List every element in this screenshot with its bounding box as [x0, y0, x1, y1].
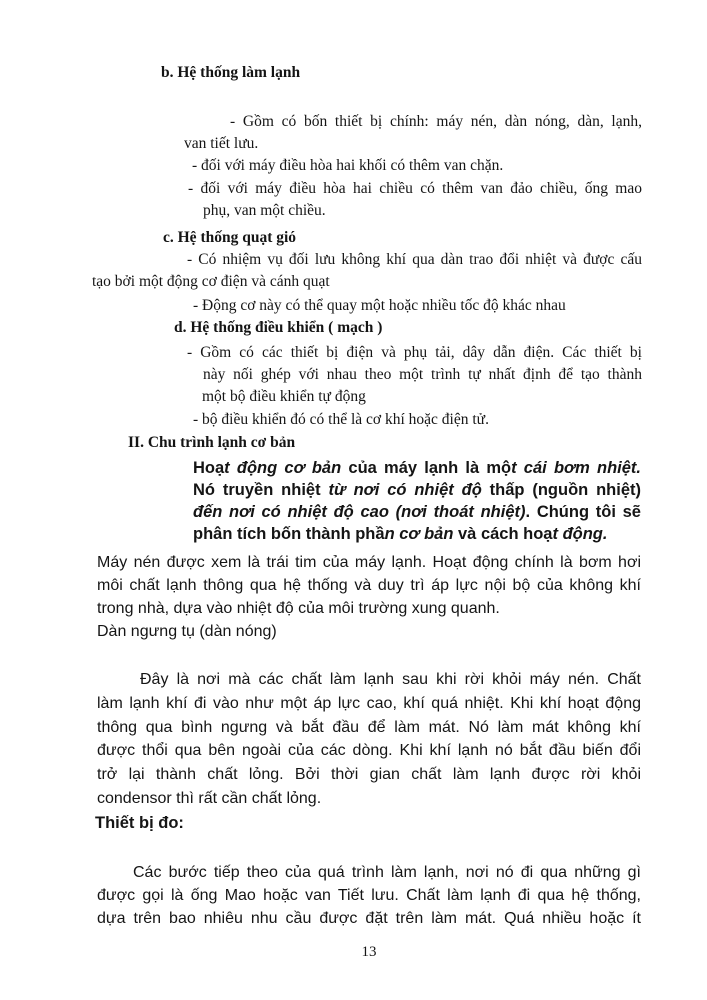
- quote-segment: đến nơi có nhiệt độ cao (nơi thoát nhiệt): [193, 503, 526, 521]
- paragraph-line: Các bước tiếp theo của quá trình làm lạnh, nơi nó đi qua những gì: [133, 864, 641, 881]
- quote-segment: và cách hoạ: [453, 525, 553, 543]
- quote-segment: Hoạ: [193, 459, 225, 477]
- quote-line: [193, 459, 641, 478]
- list-item: tạo bởi một động cơ điện và cánh quạt: [92, 273, 330, 290]
- paragraph-line: Máy nén được xem là trái tim của máy lạnh. Hoạt động chính là bơm hơi: [97, 554, 641, 571]
- paragraph-line: Dàn ngưng tụ (dàn nóng): [97, 623, 277, 640]
- paragraph-line: được gọi là ống Mao hoặc van Tiết lưu. Chất làm lạnh đi qua hệ thống,: [97, 887, 641, 904]
- heading-cooling-system: b. Hệ thống làm lạnh: [161, 64, 301, 81]
- quote-segment: n cơ bản: [384, 525, 454, 543]
- list-item: một bộ điều khiển tự động: [202, 388, 366, 405]
- quote-segment: t động cơ bản: [224, 459, 349, 477]
- heading-fan-system: c. Hệ thống quạt gió: [163, 229, 297, 246]
- heading-measuring-devices: Thiết bị đo:: [95, 814, 184, 832]
- quote-line: [193, 481, 641, 500]
- heading-refrigeration-cycle: II. Chu trình lạnh cơ bản: [128, 434, 296, 451]
- heading-control-system: d. Hệ thống điều khiển ( mạch ): [174, 319, 383, 336]
- list-item: phụ, van một chiều.: [203, 202, 326, 219]
- paragraph-line: được thổi qua bên ngoài của các dòng. Khi khí lạnh nó bắt đầu biến đổi: [97, 742, 641, 759]
- quote-segment: Nó truyền nhiệt: [193, 481, 329, 499]
- list-item: này nối ghép với nhau theo một trình tự nhất định để tạo thành: [203, 366, 642, 383]
- quote-segment: từ nơi có nhiệt độ: [328, 481, 490, 499]
- list-item: - Động cơ này có thể quay một hoặc nhiều tốc độ khác nhau: [193, 297, 566, 314]
- quote-line: [193, 503, 641, 522]
- quote-segment: của máy lạnh là mộ: [348, 459, 512, 477]
- paragraph-line: môi chất lạnh thông qua hệ thống và duy trì áp lực nội bộ của không khí: [97, 577, 641, 594]
- list-item: van tiết lưu.: [184, 135, 259, 152]
- list-item: - đối với máy điều hòa hai chiều có thêm van đảo chiều, ống mao: [188, 180, 642, 197]
- page-number: 13: [361, 944, 377, 960]
- paragraph-line: Đây là nơi mà các chất làm lạnh sau khi rời khỏi máy nén. Chất: [140, 671, 641, 688]
- quote-line: [193, 525, 607, 544]
- list-item: - Có nhiệm vụ đối lưu không khí qua dàn trao đổi nhiệt và được cấu: [187, 251, 642, 268]
- list-item: - Gồm có bốn thiết bị chính: máy nén, dàn nóng, dàn, lạnh,: [230, 113, 642, 130]
- quote-segment: thấp (nguồn nhiệt): [489, 481, 642, 499]
- paragraph-line: làm lạnh khí đi vào như một áp lực cao, khí quá nhiệt. Khi khí hoạt động: [97, 695, 641, 712]
- quote-segment: . Chúng tôi sẽ: [525, 503, 641, 521]
- paragraph-line: thông qua bình ngưng và bắt đầu để làm mát. Nó làm mát không khí: [97, 719, 641, 736]
- paragraph-line: dựa trên bao nhiêu nhu cầu được đặt trên làm mát. Quá nhiều hoặc ít: [97, 910, 641, 927]
- list-item: - đối với máy điều hòa hai khối có thêm van chặn.: [192, 157, 504, 174]
- quote-segment: t động.: [552, 525, 608, 543]
- quote-segment: t cái bơm nhiệt.: [511, 459, 641, 477]
- paragraph-line: trở lại thành chất lỏng. Bởi thời gian chất làm lạnh được rời khỏi: [97, 766, 641, 783]
- paragraph-line: condensor thì rất cần chất lỏng.: [97, 790, 322, 807]
- list-item: - Gồm có các thiết bị điện và phụ tải, dây dẫn điện. Các thiết bị: [187, 344, 642, 361]
- list-item: - bộ điều khiển đó có thể là cơ khí hoặc điện tử.: [193, 411, 489, 428]
- paragraph-line: trong nhà, dựa vào nhiệt độ của môi trường xung quanh.: [97, 600, 500, 617]
- quote-segment: phân tích bốn thành phầ: [193, 525, 385, 543]
